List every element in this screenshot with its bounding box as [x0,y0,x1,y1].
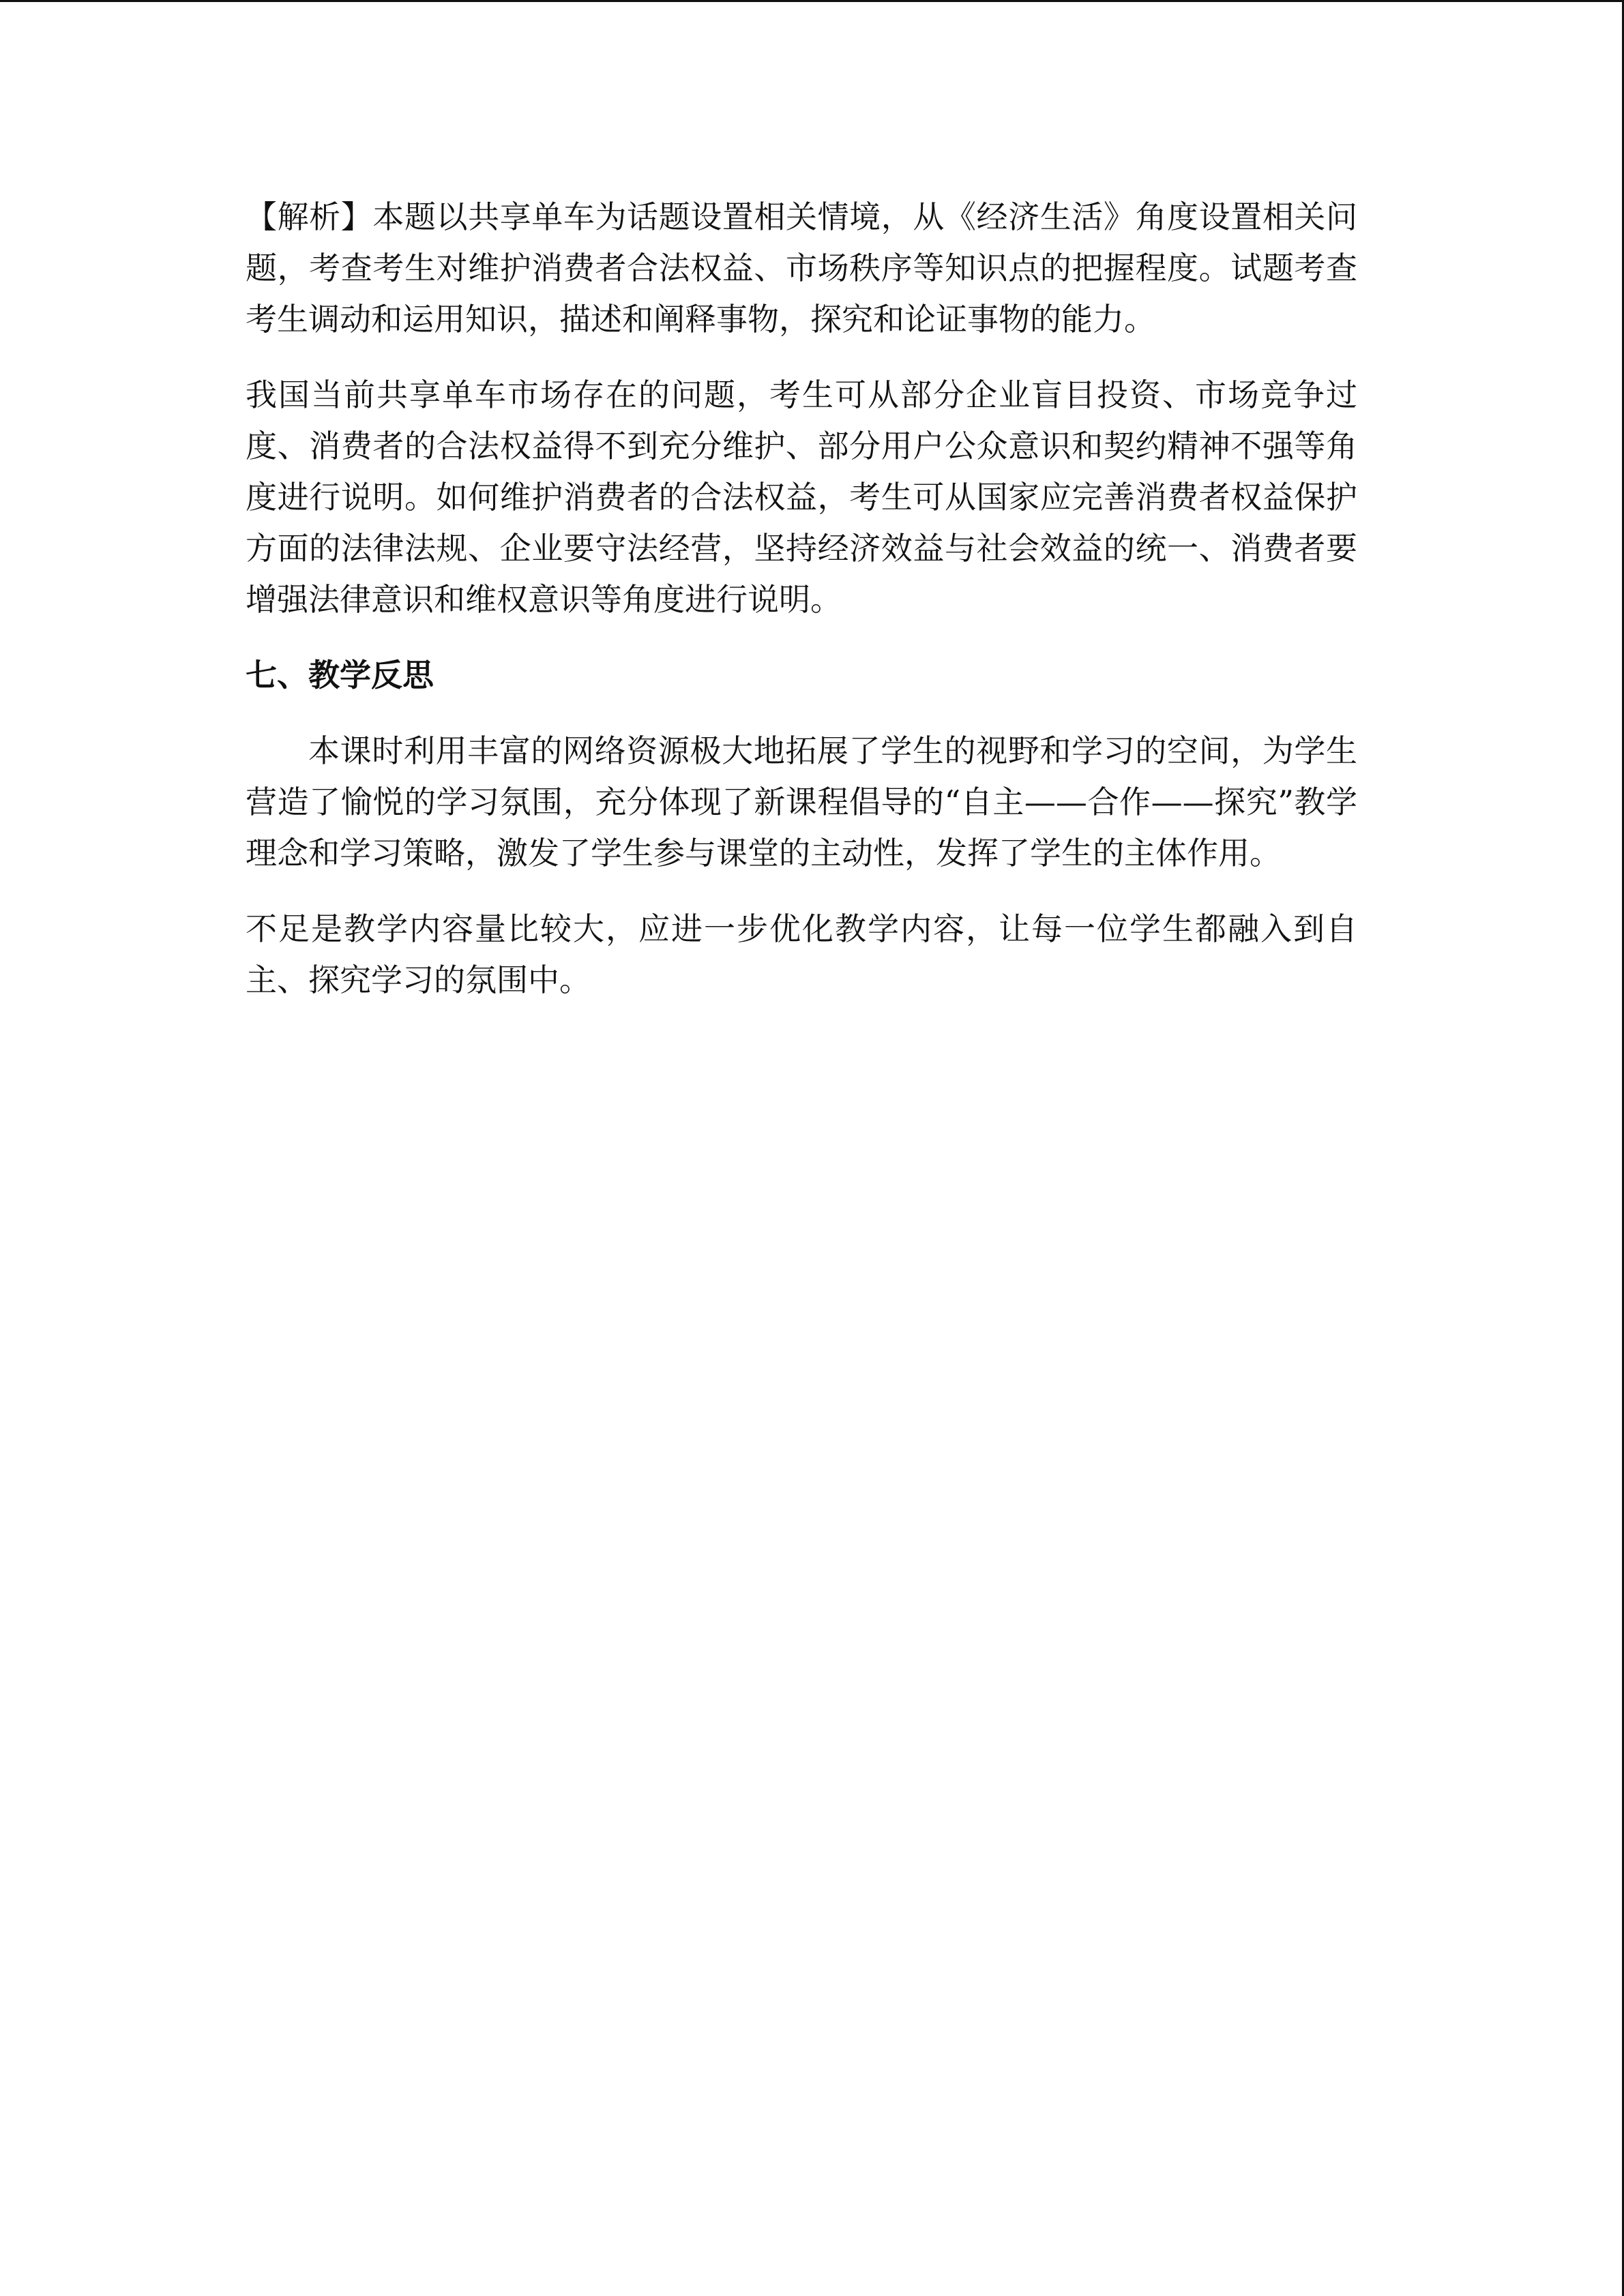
section-heading: 七、教学反思 [246,657,434,694]
reflection-paragraph: 本课时利用丰富的网络资源极大地拓展了学生的视野和学习的空间，为学生营造了愉悦的学习氛围，充分体现了新课程倡导的“自主——合作——探究”教学理念和学习策略，激发了学生参与课堂的主动性，发挥了学生的主体作用。 [246,732,1357,871]
answer-paragraph: 我国当前共享单车市场存在的问题，考生可从部分企业盲目投资、市场竞争过度、消费者的合法权益得不到充分维护、部分用户公众意识和契约精神不强等角度进行说明。如何维护消费者的合法权益，考生可从国家应完善消费者权益保护方面的法律法规、企业要守法经营，坚持经济效益与社会效益的统一、消费者要增强法律意识和维权意识等角度进行说明。 [246,376,1357,618]
analysis-paragraph: 【解析】本题以共享单车为话题设置相关情境，从《经济生活》角度设置相关问题，考查考生对维护消费者合法权益、市场秩序等知识点的把握程度。试题考查考生调动和运用知识，描述和阐释事物，探究和论证事物的能力。 [246,198,1357,338]
shortcoming-paragraph: 不足是教学内容量比较大，应进一步优化教学内容，让每一位学生都融入到自主、探究学习的氛围中。 [246,910,1357,998]
document-body [246,192,1357,1030]
